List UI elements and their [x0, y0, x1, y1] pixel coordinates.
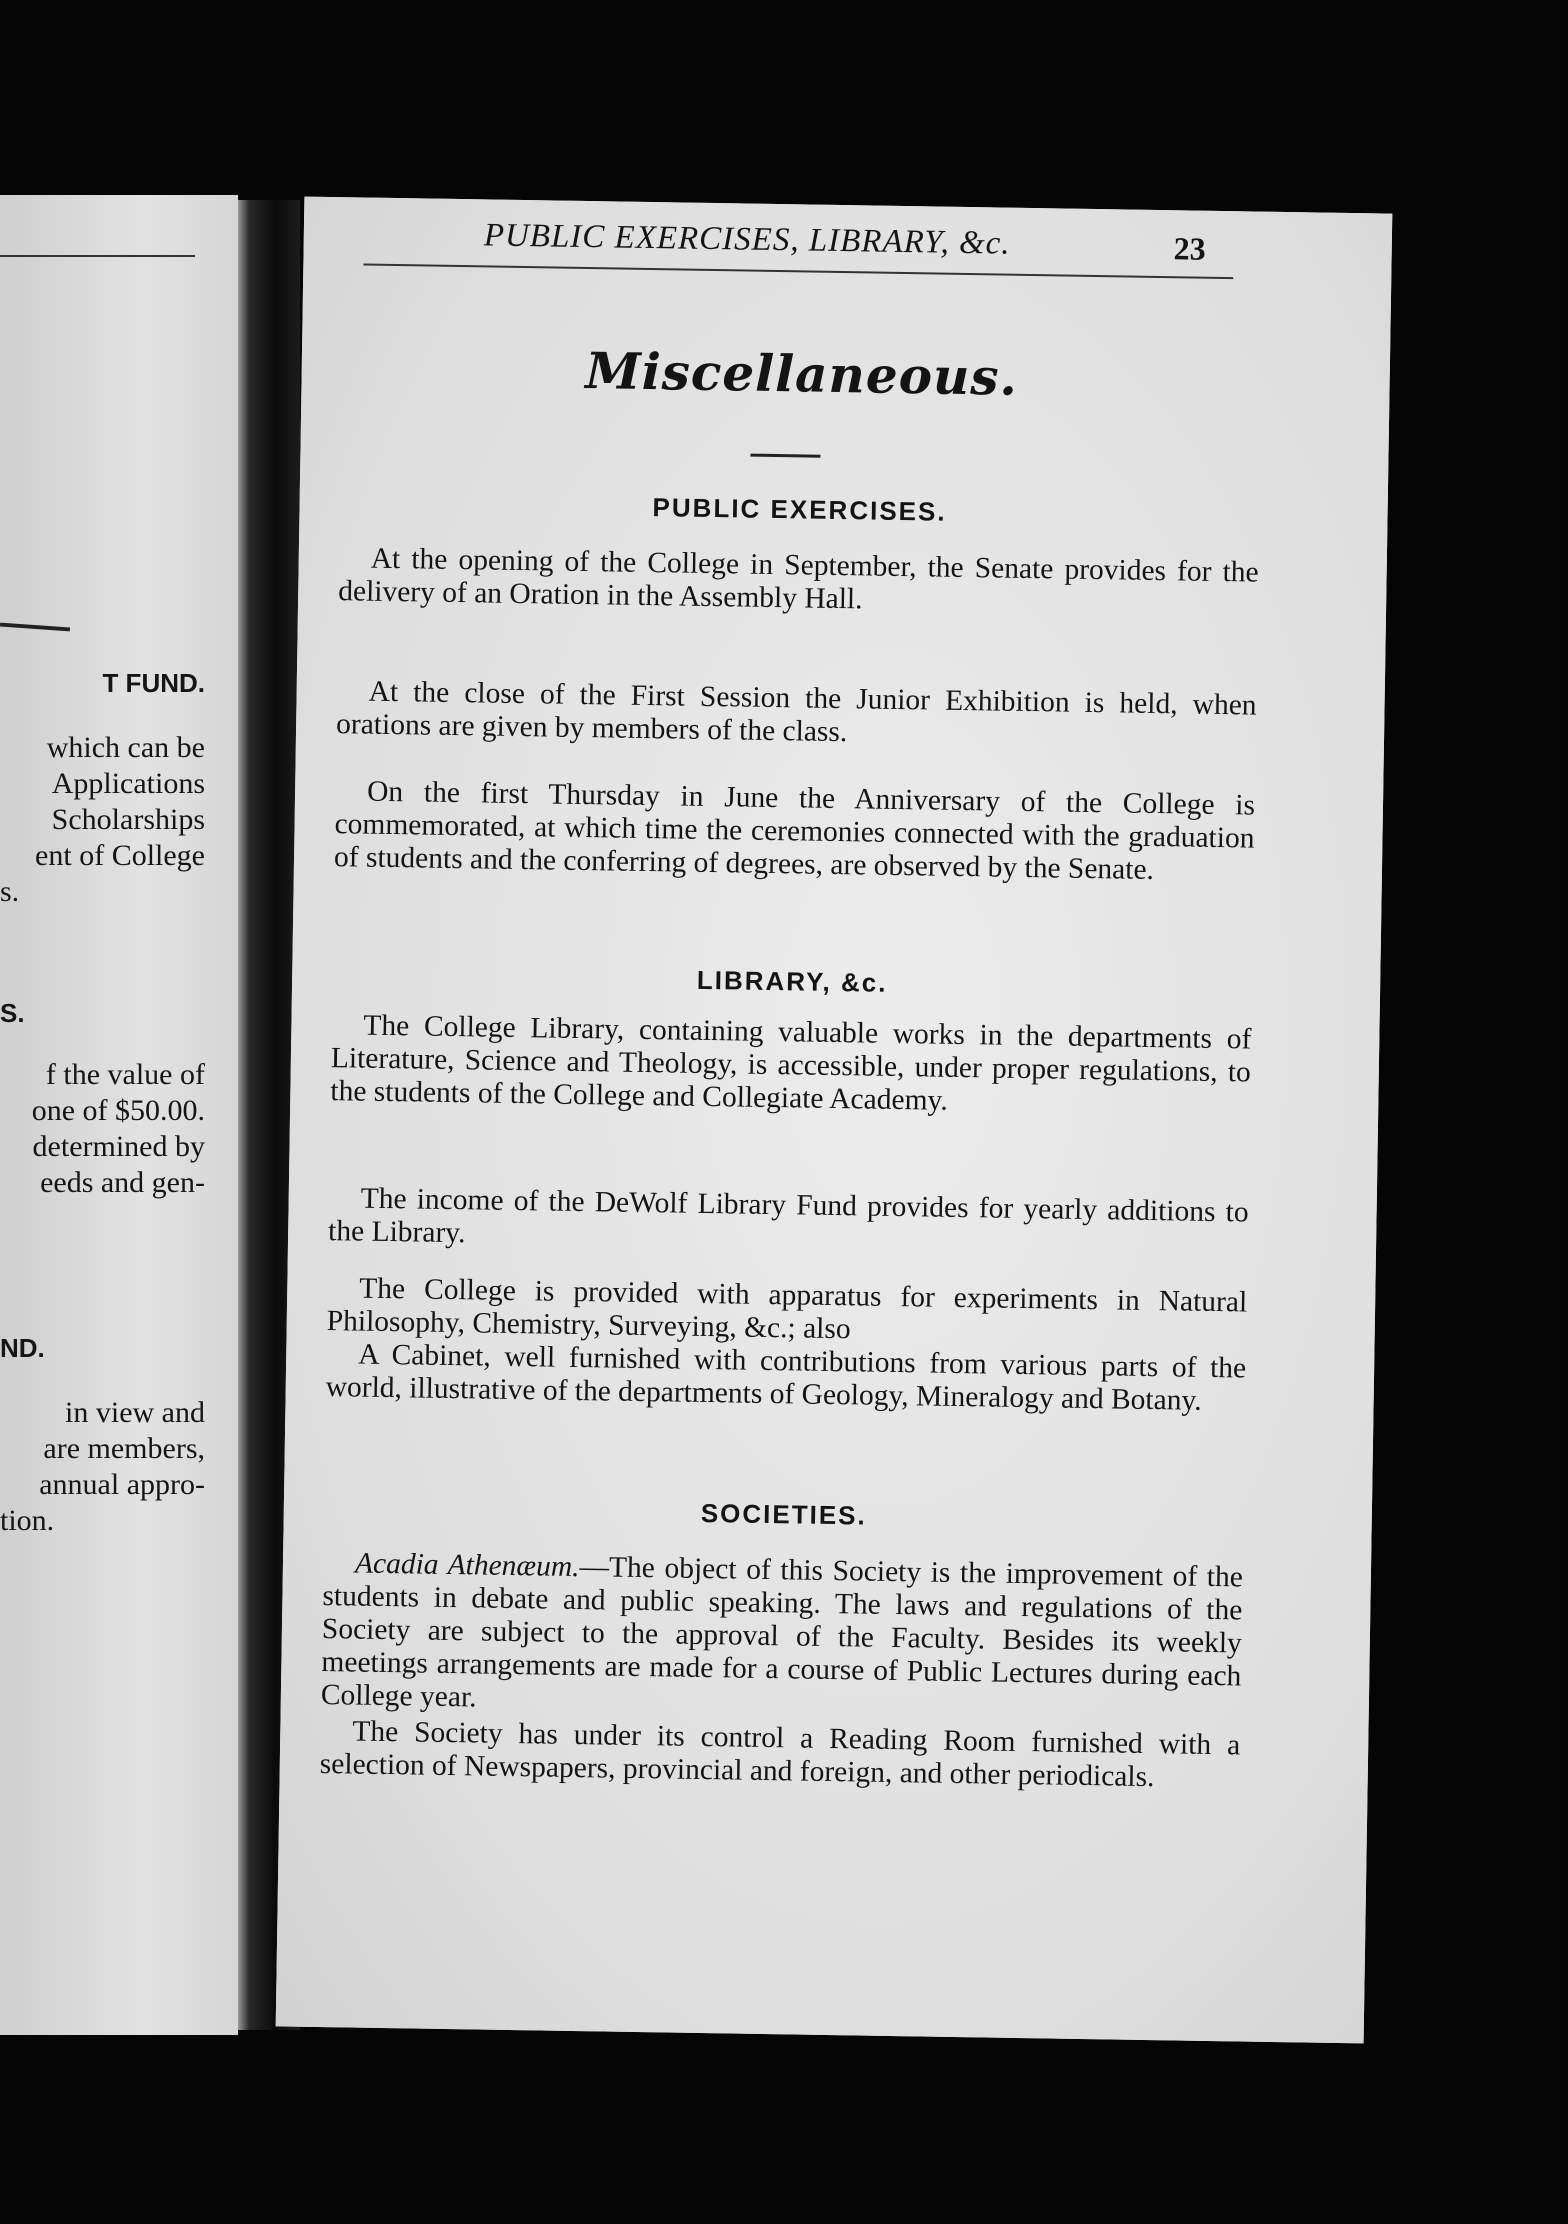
running-head-rule [363, 264, 1233, 280]
paragraph: At the close of the First Session the Junior Exhibition is held, when orations are given by members of the class. [335, 675, 1257, 749]
page-title: Miscellaneous. [584, 341, 1019, 407]
left-line: S. [0, 998, 25, 1028]
paragraph-text: —The object of this Society is the improvement of the students in debate and public speaking. The laws and regulations of the Society are subject to the approval of the Faculty. Besides its weekly meetings arrangements are made for a course of Public Lectures during each College year. [320, 1551, 1244, 1714]
society-name: Acadia Athenæum. [354, 1547, 580, 1584]
paragraph: At the opening of the College in September, the Senate provides for the delivery of an Oration in the Assembly Hall. [337, 542, 1259, 616]
left-line: eeds and gen- [40, 1166, 205, 1199]
left-line: ND. [0, 1333, 45, 1363]
section-heading-societies: SOCIETIES. [700, 1497, 867, 1531]
previous-page-dash [0, 623, 70, 632]
paragraph: The income of the DeWolf Library Fund provides for yearly additions to the Library. [327, 1182, 1249, 1250]
page-number: 23 [1173, 230, 1207, 267]
previous-page-fragment [0, 195, 238, 2035]
paragraph: The College is provided with apparatus for experiments in Natural Philosophy, Chemistry, Surveying, &c.; also [326, 1272, 1248, 1346]
running-title: PUBLIC EXERCISES, LIBRARY, &c. [483, 217, 1011, 262]
left-line: s. [0, 875, 20, 908]
running-head [363, 206, 1244, 280]
left-line: annual appro- [39, 1468, 205, 1501]
paragraph: The Society has under its control a Reading Room furnished with a selection of Newspapers, provincial and foreign, and other periodicals. [319, 1715, 1241, 1794]
left-line: T FUND. [102, 668, 205, 698]
document-page [276, 197, 1393, 2044]
paragraph: A Cabinet, well furnished with contributions from various parts of the world, illustrative of the departments of Geology, Mineralogy and Botany. [325, 1338, 1247, 1417]
paragraph: The College Library, containing valuable works in the departments of Literature, Science and Theology, is accessible, under proper regulations, to the students of the College and Collegiate Academy. [330, 1009, 1252, 1117]
section-heading-library: LIBRARY, &c. [696, 964, 888, 998]
left-line: Applications [51, 767, 205, 800]
left-line: are members, [43, 1432, 205, 1465]
left-line: one of $50.00. [31, 1094, 205, 1127]
left-line: in view and [65, 1396, 205, 1429]
previous-page-rule [0, 255, 195, 257]
section-heading-public-exercises: PUBLIC EXERCISES. [652, 492, 947, 527]
paragraph [321, 1547, 1243, 1726]
paragraph: On the first Thursday in June the Anniversary of the College is commemorated, at which time the ceremonies connected with the graduation of students and the conferring of degrees, are observed by the Senate. [333, 775, 1256, 886]
left-line: Scholarships [51, 803, 205, 836]
left-line: tion. [0, 1504, 55, 1537]
title-rule [750, 454, 820, 458]
left-line: ent of College [35, 839, 205, 872]
left-line: f the value of [45, 1058, 205, 1091]
left-line: determined by [32, 1130, 205, 1163]
left-line: which can be [46, 731, 205, 764]
